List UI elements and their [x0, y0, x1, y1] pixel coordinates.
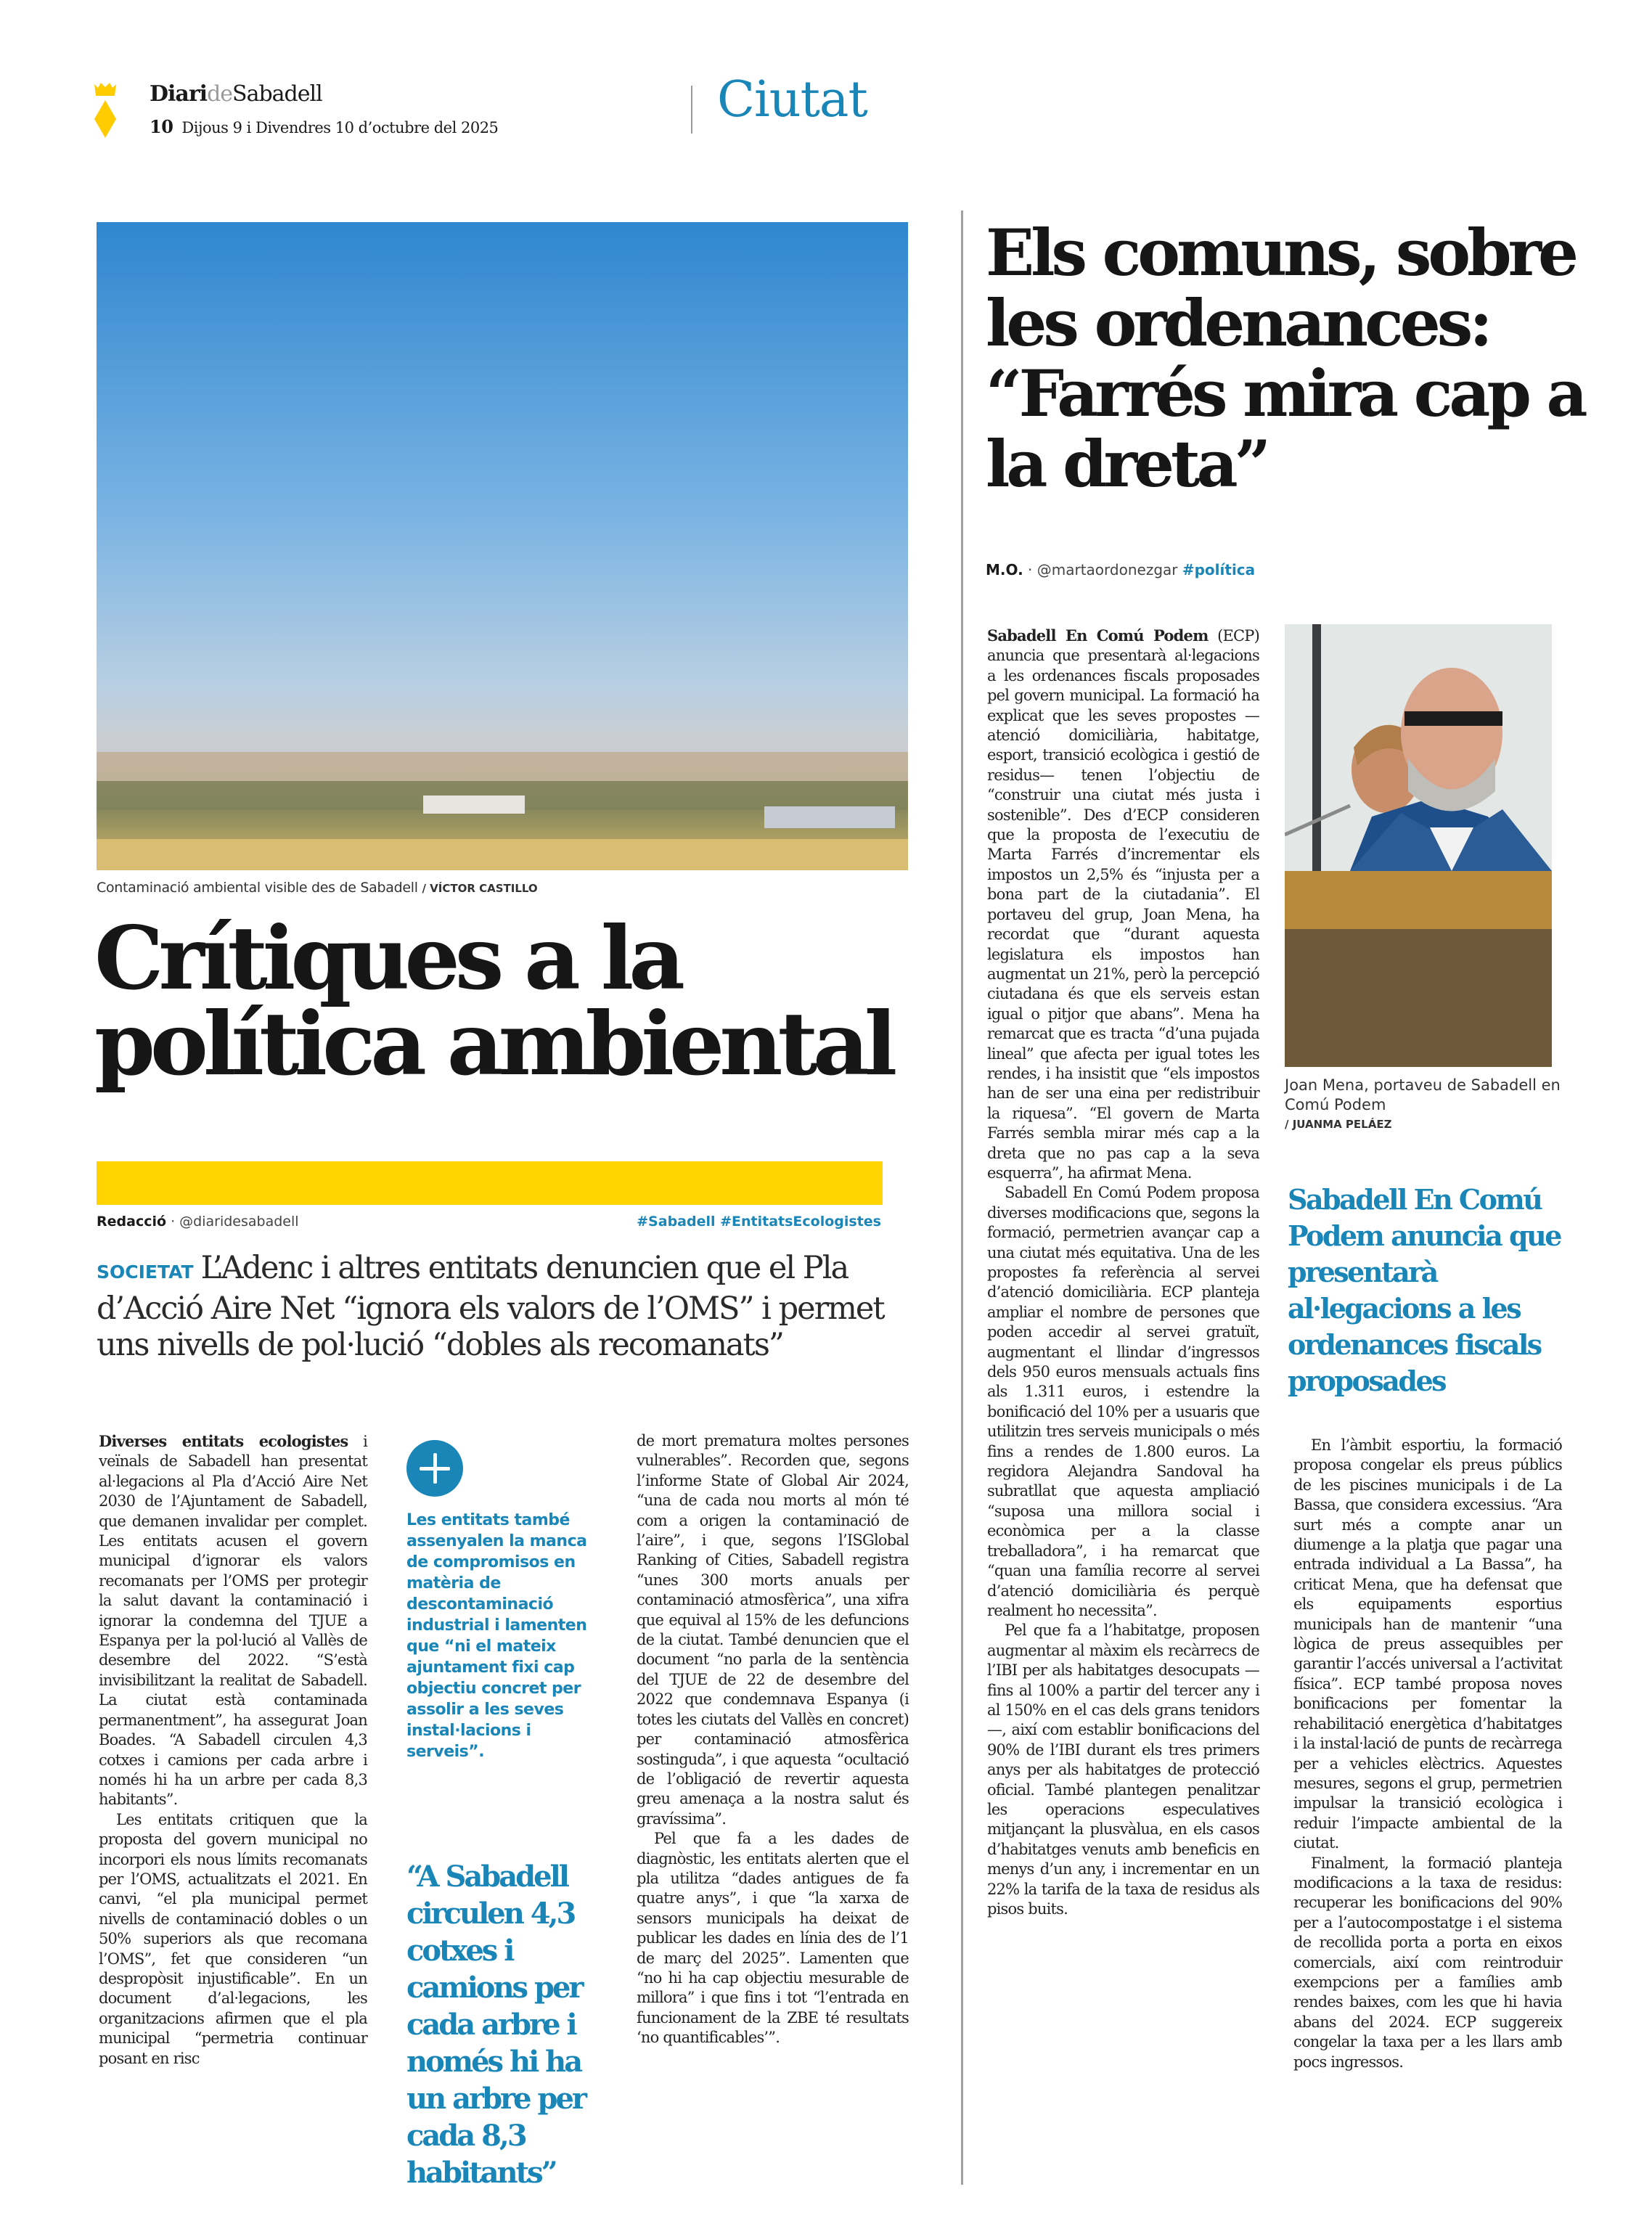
standfirst-text: L’Adenc i altres entitats denuncien que el Pla d’Acció Aire Net “ignora els valors de l’OMS” i permet uns nivells de pol·lució “dobles als recomanats” — [97, 1250, 884, 1363]
body-paragraph: En l’àmbit esportiu, la formació proposa congelar els preus públics de les piscines municipals i de La Bassa, que considera excessius. “Ara surt més a compte anar un diumenge a la platja que pagar una entrada individual a La Bassa”, ha criticat Mena, que ha defensat que els equipaments esportius municipals han de mantenir “una lògica de preus assequibles per garantir l’accés universal a l’activitat física”. ECP també proposa noves bonificacions per fomentar la rehabilitació energètica d’habitatges i la instal·lació de punts de recàrrega per a vehicles elèctrics. Aquestes mesures, segons el grup, permetrien impulsar la transició ecològica i reduir l’impacte ambiental de la ciutat. — [1293, 1436, 1562, 1852]
article-tags[interactable]: #Sabadell #EntitatsEcologistes — [637, 1214, 881, 1230]
body-column-1 — [99, 1431, 367, 2069]
body-paragraph: Pel que fa a l’habitatge, proposen augmentar al màxim els recàrrecs de l’IBI per als habitatges desocupats —fins al 100% a partir del tercer any i al 150% en el cas dels grans tenidors—, així com establir bonificacions del 90% de l’IBI durant els tres primers anys per als habitatges de protecció oficial. També plantegen penalitzar les operacions especulatives mitjançant la plusvàlua, en els casos d’habitatges venuts amb beneficis en menys d’un any, i incrementar en un 22% la tarifa de la taxa de residus als pisos buits. — [987, 1621, 1259, 1918]
caption-text: Contaminació ambiental visible des de Sabadell — [97, 880, 418, 896]
portrait-photo[interactable] — [1285, 624, 1552, 1067]
byline-separator: · — [171, 1214, 176, 1230]
masthead-logo[interactable] — [150, 81, 322, 107]
body-paragraph: Finalment, la formació planteja modificacions a la taxa de residus: recuperar les bonificacions del 90% per a l’autocompostatge i el sistema de recollida porta a porta en eixos comercials, així com reintroduir exempcions per a famílies amb rendes baixes, com les que hi havia abans del 2024. ECP suggereix congelar la taxa per a les llars amb pocs ingressos. — [1293, 1854, 1562, 2071]
page-info — [150, 116, 498, 137]
body-paragraph: Sabadell En Comú Podem proposa diverses modificacions que, segons la formació, permetrien avançar cap a una ciutat més equitativa. Una de les propostes fa referència al servei d’atenció domiciliària. ECP planteja ampliar el nombre de persones que poden accedir al servei gratuït, augmentant el llindar d’ingressos dels 950 euros mensuals actuals fins als 1.311 euros, i estendre la bonificació del 10% per a usuaris que utilitzin tres serveis municipals o més fins a rendes de 1.800 euros. La regidora Alejandra Sandoval ha subratllat que aquesta ampliació “suposa una millora social i econòmica per a la classe treballadora”, i ha remarcat que “quan una família recorre al servei d’atenció domiciliària és perquè realment ho necessita”. — [987, 1184, 1259, 1619]
issue-date: Dijous 9 i Divendres 10 d’octubre del 2025 — [181, 119, 499, 136]
pollution-photo[interactable] — [97, 222, 908, 870]
section-divider — [691, 86, 692, 134]
brand-city: Sabadell — [232, 81, 322, 107]
photo-credit: / VÍCTOR CASTILLO — [422, 882, 538, 895]
pull-quote: “A Sabadell circulen 4,3 cotxes i camions per cada arbre i només hi ha un arbre per cada 8,3 habitants” — [406, 1860, 585, 2190]
byline — [986, 561, 1255, 578]
author-handle[interactable]: @martaordonezgar — [1036, 561, 1178, 578]
byline — [97, 1214, 299, 1230]
section-kicker: SOCIETAT — [97, 1261, 194, 1283]
body-paragraph: Sabadell En Comú Podem (ECP) anuncia que presentarà al·legacions a les ordenances fiscals proposades pel govern municipal. La formació ha explicat que les seves propostes —atenció domiciliària, habitatge, esport, transició ecològica i gestió de residus— tenen l’objectiu de “construir una ciutat més justa i sostenible”. Des d’ECP consideren que la proposta de l’executiu de Marta Farrés d’incrementar els impostos un 2,5% és “injusta per a bona part de la ciutadania”. El portaveu del grup, Joan Mena, ha recordat que “durant aquesta legislatura els impostos han augmentat un 21%, però la percepció ciutadana és que els serveis estan igual o pitjor que abans”. Mena ha remarcat que es tracta “d’una pujada lineal” que afecta per igual totes les rendes, i ha insistit que “els impostos han de ser una eina per redistribuir la riquesa”. “El govern de Marta Farrés sembla mirar més cap a la dreta que no pas cap a la seva esquerra”, ha afirmat Mena. — [987, 626, 1259, 1182]
subheadline: Sabadell En Comú Podem anuncia que presentarà al·legacions a les ordenances fiscals proposades — [1288, 1183, 1561, 1397]
body-paragraph: Pel que fa a les dades de diagnòstic, les entitats alerten que el pla utilitza “dades antigues de fa quatre anys”, i que “la xarxa de sensors municipals ha deixat de publicar les dades en línia des de l’1 de març del 2025”. Lamenten que “no hi ha cap objectiu mesurable de millora” i que fins i tot “l’entrada en funcionament de la ZBE té resultats ‘no quantificables’”. — [637, 1830, 909, 2047]
logo-diamond-icon — [94, 100, 116, 138]
section-title[interactable]: Ciutat — [717, 71, 867, 128]
body-paragraph: Les entitats critiquen que la proposta del govern municipal no incorpori els nous límits recomanats per l’OMS, actualitzats el 2021. En canvi, “el pla municipal permet nivells de contaminació dobles o un 50% superiors als que recomana l’OMS”, fet que consideren “un despropòsit injustificable”. En un document d’al·legacions, les organitzacions afirmen que el pla municipal “permetria continuar posant en risc — [99, 1810, 367, 2067]
body-column-3 — [637, 1431, 909, 2048]
lead-in: Diverses entitats ecologistes — [99, 1432, 348, 1450]
byline-separator: · — [1028, 561, 1033, 578]
highlight-bar — [97, 1161, 883, 1205]
author-name: M.O. — [986, 561, 1023, 578]
body-column-4 — [987, 626, 1259, 1919]
caption-text: Joan Mena, portaveu de Sabadell en Comú Podem — [1285, 1076, 1561, 1113]
lead-in: Sabadell En Comú Podem — [987, 626, 1209, 645]
brand-de: de — [207, 81, 233, 107]
sidebar-note: Les entitats també assenyalen la manca de compromisos en matèria de descontaminació industrial i lamenten que “ni el mateix ajuntament fixi cap objectiu concret per assolir a les seves instal·lacions i serveis”. — [406, 1511, 587, 1761]
column-divider — [961, 210, 963, 2185]
portrait-caption — [1285, 1076, 1561, 1134]
author-name: Redacció — [97, 1214, 167, 1230]
photo-caption — [97, 880, 538, 896]
main-headline: Crítiques a la política ambiental — [94, 907, 893, 1095]
plus-icon — [406, 1440, 463, 1497]
photo-credit: / JUANMA PELÁEZ — [1285, 1118, 1392, 1131]
logo-crown-icon — [94, 81, 116, 96]
secondary-headline: Els comuns, sobre les ordenances: “Farrés mira cap a la dreta” — [986, 215, 1584, 502]
brand-diari: Diari — [150, 81, 208, 107]
body-paragraph: de mort prematura moltes persones vulnerables”. Recorden que, segons l’informe State of Global Air 2024, “una de cada nou morts al món té com a origen la contaminació de l’aire”, i que, segons l’ISGlobal Ranking of Cities, Sabadell registra “unes 300 morts anuals per contaminació atmosfèrica”, una xifra que equival al 15% de les defuncions de la ciutat. També denuncien que el document “no parla de la sentència del TJUE de 22 de desembre del 2022 que condemnava Espanya (i totes les ciutats del Vallès en concret) per contaminació atmosfèrica sostinguda”, i que aquesta “ocultació de l’obligació de revertir aquesta greu amenaça a la nostra salut és gravíssima”. — [637, 1432, 909, 1828]
page-number: 10 — [150, 116, 173, 137]
body-column-5 — [1293, 1436, 1562, 2072]
author-handle[interactable]: @diaridesabadell — [179, 1214, 299, 1230]
article-tag[interactable]: #política — [1182, 561, 1256, 578]
body-paragraph: Diverses entitats ecologistes i veïnals de Sabadell han presentat al·legacions al Pla d’Acció Aire Net 2030 de l’Ajuntament de Sabadell, que demanen invalidar per complet. Les entitats acusen el govern municipal d’ignorar els valors recomanats per l’OMS per protegir la salut davant la contaminació i ignorar la condemna del TJUE a Espanya per la pol·lució al Vallès de desembre del 2022. “S’està invisibilitzant la realitat de Sabadell. La ciutat està contaminada permanentment”, ha assegurat Joan Boades. “A Sabadell circulen 4,3 cotxes i camions per cada arbre i només hi ha un arbre per cada 8,3 habitants”. — [99, 1432, 367, 1809]
standfirst — [97, 1250, 909, 1363]
